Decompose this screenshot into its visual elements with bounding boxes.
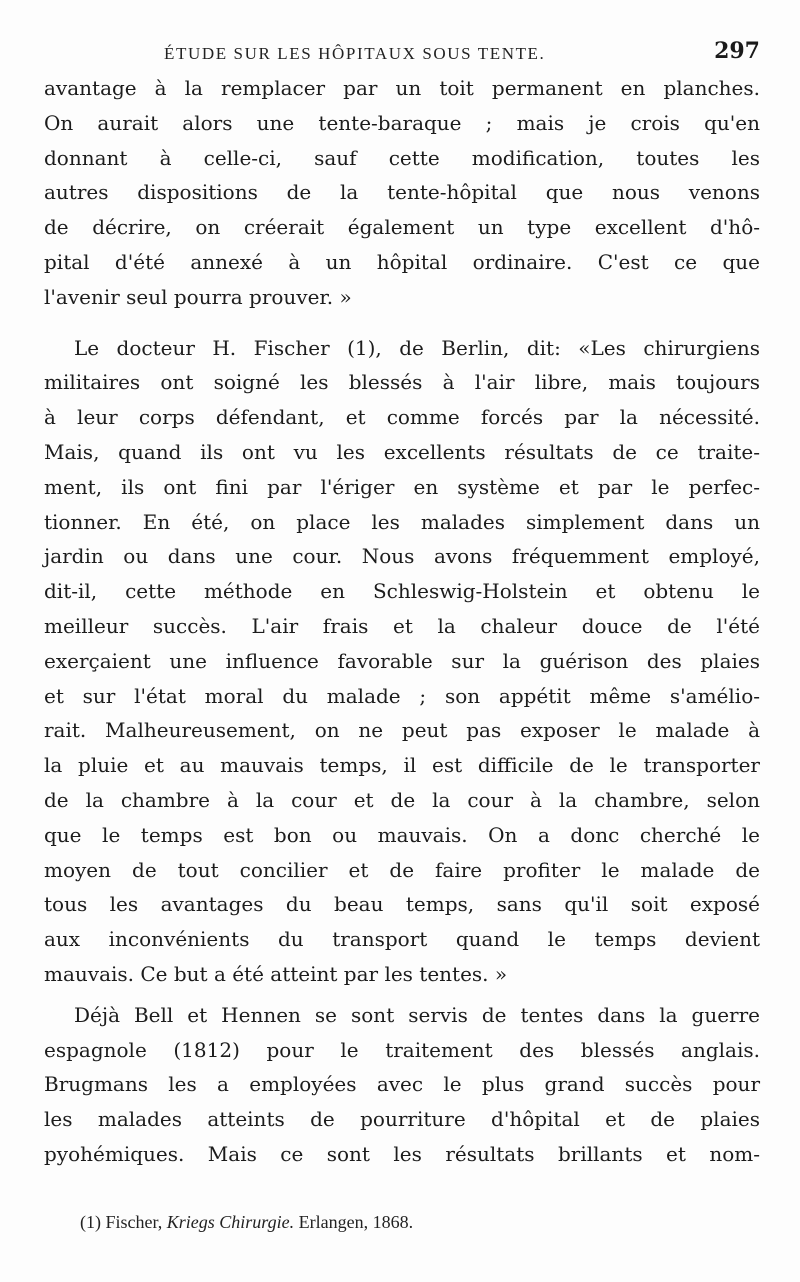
text-line: aux inconvénients du transport quand le temps devient — [44, 927, 760, 952]
text-line: Mais, quand ils ont vu les excellents résultats de ce traite- — [44, 439, 760, 464]
page-header — [44, 38, 760, 70]
text-line: la pluie et au mauvais temps, il est difficile de le transporter — [44, 753, 760, 778]
text-line: espagnole (1812) pour le traitement des blessés anglais. — [44, 1037, 760, 1062]
text-line: militaires ont soigné les blessés à l'air libre, mais toujours — [44, 370, 760, 395]
text-line: tous les avantages du beau temps, sans qu'il soit exposé — [44, 892, 760, 917]
text-line: ment, ils ont fini par l'ériger en système et par le perfec- — [44, 474, 760, 499]
text-line: de la chambre à la cour et de la cour à la chambre, selon — [44, 787, 760, 812]
text-line: dit-il, cette méthode en Schleswig-Holstein et obtenu le — [44, 579, 760, 604]
body-text — [44, 71, 760, 1172]
text-line: autres dispositions de la tente-hôpital que nous venons — [44, 180, 760, 205]
page-number: 297 — [714, 38, 760, 64]
text-line: que le temps est bon ou mauvais. On a donc cherché le — [44, 822, 760, 847]
text-line: les malades atteints de pourriture d'hôpital et de plaies — [44, 1107, 760, 1132]
text-line: exerçaient une influence favorable sur la guérison des plaies — [44, 648, 760, 673]
text-line: Le docteur H. Fischer (1), de Berlin, dit: «Les chirurgiens — [74, 335, 760, 360]
text-line: meilleur succès. L'air frais et la chaleur douce de l'été — [44, 613, 760, 638]
text-line: avantage à la remplacer par un toit permanent en planches. — [44, 76, 760, 100]
text-line: à leur corps défendant, et comme forcés par la nécessité. — [44, 405, 760, 430]
text-line: et sur l'état moral du malade ; son appétit même s'amélio- — [44, 683, 760, 708]
footnote-marker: (1) Fischer, — [80, 1212, 163, 1232]
text-line: pital d'été annexé à un hôpital ordinaire. C'est ce que — [44, 249, 760, 274]
footnote — [80, 1212, 680, 1233]
text-line: pyohémiques. Mais ce sont les résultats brillants et nom- — [44, 1141, 760, 1166]
text-line: Brugmans les a employées avec le plus grand succès pour — [44, 1072, 760, 1097]
text-line: donnant à celle-ci, sauf cette modification, toutes les — [44, 145, 760, 170]
paragraph-gap — [44, 315, 760, 331]
text-line: de décrire, on créerait également un type excellent d'hô- — [44, 215, 760, 240]
text-line: Déjà Bell et Hennen se sont servis de tentes dans la guerre — [74, 1002, 760, 1027]
running-head: ÉTUDE SUR LES HÔPITAUX SOUS TENTE. — [164, 44, 546, 63]
text-line: mauvais. Ce but a été atteint par les tentes. » — [44, 961, 508, 986]
text-line: rait. Malheureusement, on ne peut pas exposer le malade à — [44, 718, 760, 743]
footnote-title: Kriegs Chirurgie. — [166, 1212, 295, 1232]
footnote-place-year: Erlangen, 1868. — [298, 1212, 414, 1232]
text-line: tionner. En été, on place les malades simplement dans un — [44, 509, 760, 534]
text-line: jardin ou dans une cour. Nous avons fréquemment employé, — [44, 544, 760, 569]
text-line: On aurait alors une tente-baraque ; mais je crois qu'en — [44, 110, 760, 135]
text-line: l'avenir seul pourra prouver. » — [44, 284, 352, 309]
text-line: moyen de tout concilier et de faire profiter le malade de — [44, 857, 760, 882]
